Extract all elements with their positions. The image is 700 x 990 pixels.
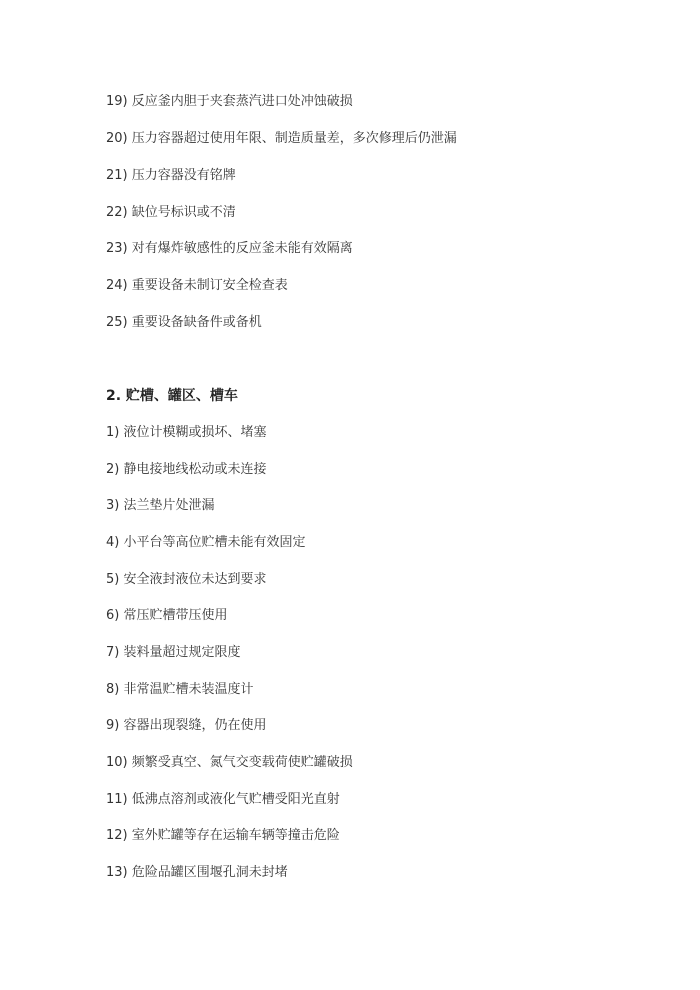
list-item: 25) 重要设备缺备件或备机 xyxy=(106,315,262,330)
list-item: 4) 小平台等高位贮槽未能有效固定 xyxy=(106,535,306,550)
list-item: 8) 非常温贮槽未装温度计 xyxy=(106,682,254,697)
list-item: 2) 静电接地线松动或未连接 xyxy=(106,462,267,477)
list-item: 21) 压力容器没有铭牌 xyxy=(106,168,236,183)
list-item: 9) 容器出现裂缝，仍在使用 xyxy=(106,718,267,733)
list-item: 13) 危险品罐区围堰孔洞未封堵 xyxy=(106,865,288,880)
list-item: 22) 缺位号标识或不清 xyxy=(106,205,236,220)
list-item: 12) 室外贮罐等存在运输车辆等撞击危险 xyxy=(106,828,340,843)
list-item: 10) 频繁受真空、氮气交变载荷使贮罐破损 xyxy=(106,755,353,770)
list-item: 6) 常压贮槽带压使用 xyxy=(106,608,228,623)
list-item: 19) 反应釜内胆于夹套蒸汽进口处冲蚀破损 xyxy=(106,94,353,109)
list-item: 23) 对有爆炸敏感性的反应釜未能有效隔离 xyxy=(106,241,353,256)
list-item: 5) 安全液封液位未达到要求 xyxy=(106,572,267,587)
section-heading: 2. 贮槽、罐区、槽车 xyxy=(106,388,238,404)
list-item: 24) 重要设备未制订安全检查表 xyxy=(106,278,288,293)
list-item: 3) 法兰垫片处泄漏 xyxy=(106,498,215,513)
list-item: 7) 装料量超过规定限度 xyxy=(106,645,241,660)
list-item: 1) 液位计模糊或损坏、堵塞 xyxy=(106,425,267,440)
list-item: 11) 低沸点溶剂或液化气贮槽受阳光直射 xyxy=(106,792,340,807)
list-item: 20) 压力容器超过使用年限、制造质量差，多次修理后仍泄漏 xyxy=(106,131,457,146)
